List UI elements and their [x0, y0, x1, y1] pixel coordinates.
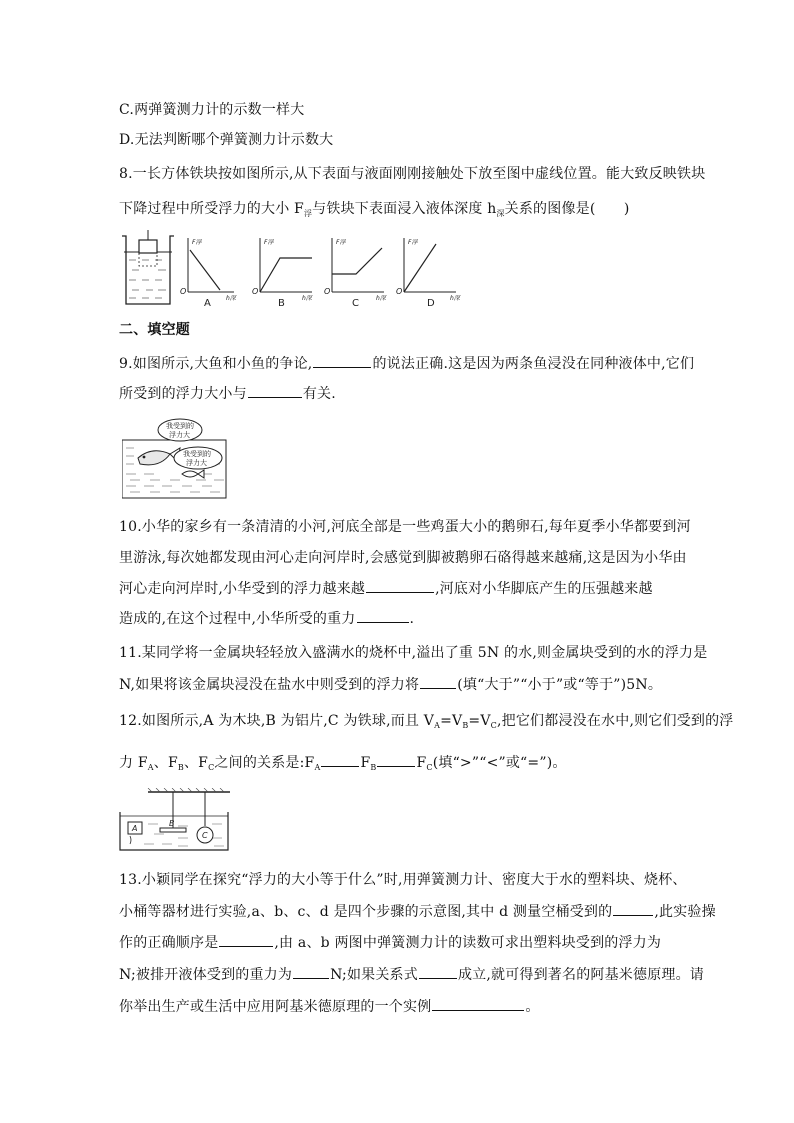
graph-c-x-label: h深 — [376, 295, 386, 302]
q9-text-1: 9.如图所示,大鱼和小鱼的争论, — [119, 356, 313, 372]
graph-d — [404, 238, 456, 292]
q10-blank-1[interactable] — [366, 578, 434, 593]
q12-sub-fc: C — [208, 763, 215, 772]
q13-blank-2[interactable] — [219, 932, 273, 947]
q13-text-7: 成立,就可得到著名的阿基米德原理。请 — [457, 967, 705, 983]
bubble-small-line-2: 浮力大 — [186, 459, 207, 467]
q12-figure — [118, 788, 234, 854]
q13-blank-4[interactable] — [419, 964, 457, 979]
q10-line-3 — [119, 578, 653, 599]
option-d: D.无法判断哪个弹簧测力计示数大 — [119, 132, 334, 148]
graph-c-origin: O — [324, 287, 331, 296]
q12-line-1 — [119, 711, 734, 736]
q12-text-6: 、F — [153, 755, 178, 771]
q13-text-2: ,此实验操 — [654, 904, 716, 920]
section-heading-fill-blank: 二、填空题 — [119, 322, 190, 338]
graph-b-label: B — [278, 298, 285, 309]
q12-sub-fa: A — [147, 763, 154, 772]
q13-line-4 — [119, 964, 704, 985]
q13-line-2 — [119, 901, 716, 922]
q13-text-1: 小桶等器材进行实验,a、b、c、d 是四个步骤的示意图,其中 d 测量空桶受到的 — [119, 904, 613, 920]
bubble-big-line-2: 浮力大 — [169, 431, 190, 439]
q10-text-4: . — [409, 611, 415, 627]
q10-line-4 — [119, 608, 414, 629]
q12-label-c: C — [202, 831, 208, 840]
q9-blank-1[interactable] — [313, 353, 371, 368]
graph-c-y-label: F浮 — [336, 239, 346, 246]
q12-sub-fb2: B — [370, 763, 377, 772]
bubble-big-line-1: 我受到的 — [166, 422, 194, 430]
q8-line-1: 8.一长方体铁块按如图所示,从下表面与液面刚刚接触处下放至图中虚线位置。能大致反映铁块 — [119, 166, 706, 182]
q11-text-2: (填“大于”“小于”或“等于”)5N。 — [457, 677, 663, 693]
q9-line-2 — [119, 383, 336, 404]
q13-blank-1[interactable] — [613, 901, 653, 916]
graph-a-y-label: F浮 — [192, 239, 202, 246]
q12-sub-fa2: A — [314, 763, 321, 772]
graph-a-x-label: h深 — [226, 295, 236, 302]
q13-blank-3[interactable] — [293, 964, 329, 979]
q10-blank-2[interactable] — [357, 608, 409, 623]
q12-sub-fc2: C — [426, 763, 433, 772]
q12-text-11: (填“>”“<”或“=”)。 — [432, 755, 567, 771]
q8-text-1: 下降过程中所受浮力的大小 F — [119, 201, 304, 217]
q11-blank[interactable] — [420, 674, 456, 689]
q8-text-2: 与铁块下表面浸入液体深度 h — [312, 201, 497, 217]
graph-c-label: C — [352, 298, 359, 309]
q13-blank-5[interactable] — [432, 996, 524, 1011]
graph-c — [332, 238, 384, 292]
q10-line-2: 里游泳,每次她都发现由河心走向河岸时,会感觉到脚被鹅卵石硌得越来越痛,这是因为小华由 — [119, 550, 687, 566]
bubble-small-line-1: 我受到的 — [183, 450, 211, 458]
q11-line-1: 11.某同学将一金属块轻轻放入盛满水的烧杯中,溢出了重 5N 的水,则金属块受到的水的浮力是 — [119, 645, 708, 661]
graph-d-y-label: F浮 — [408, 239, 418, 246]
q9-blank-2[interactable] — [248, 383, 302, 398]
q12-sub-b: B — [462, 721, 469, 730]
q8-sub-fu: 浮 — [303, 209, 313, 218]
graph-a-label: A — [204, 298, 211, 309]
q13-line-3 — [119, 932, 661, 953]
graph-b-origin: O — [252, 287, 259, 296]
q12-label-a: A — [132, 824, 138, 833]
q12-label-b: B — [169, 819, 175, 828]
q9-text-2: 的说法正确.这是因为两条鱼浸没在同种液体中,它们 — [372, 356, 695, 372]
q12-text-9: F — [360, 755, 371, 771]
graph-d-x-label: h深 — [450, 295, 460, 302]
q13-line-5 — [119, 996, 540, 1017]
q13-text-4: ,由 a、b 两图中弹簧测力计的读数可求出塑料块受到的浮力为 — [274, 935, 662, 951]
q13-text-6: N;如果关系式 — [330, 967, 418, 983]
graph-a-origin: O — [180, 287, 187, 296]
q10-text-2: ,河底对小华脚底产生的压强越来越 — [435, 581, 653, 597]
q10-text-3: 造成的,在这个过程中,小华所受的重力 — [119, 611, 356, 627]
q9-text-3: 所受到的浮力大小与 — [119, 386, 247, 402]
q10-line-1: 10.小华的家乡有一条清清的小河,河底全部是一些鸡蛋大小的鹅卵石,每年夏季小华都要到河 — [119, 519, 691, 535]
option-c: C.两弹簧测力计的示数一样大 — [119, 102, 305, 118]
q12-text-1: 12.如图所示,A 为木块,B 为铝片,C 为铁球,而且 V — [119, 713, 435, 729]
q9-fish-figure — [122, 418, 228, 500]
q8-figure — [118, 230, 470, 310]
q10-text-1: 河心走向河岸时,小华受到的浮力越来越 — [119, 581, 366, 597]
graph-d-origin: O — [396, 287, 403, 296]
q12-text-10: F — [416, 755, 427, 771]
graph-b — [260, 238, 312, 292]
q12-text-3: =V — [468, 713, 491, 729]
q8-sub-shen: 深 — [496, 209, 505, 218]
graph-b-y-label: F浮 — [264, 239, 274, 246]
q11-line-2 — [119, 674, 662, 695]
q12-sub-c: C — [490, 721, 497, 730]
graph-b-x-label: h深 — [302, 295, 312, 302]
q12-sub-fb: B — [177, 763, 184, 772]
q12-text-8: 之间的关系是:F — [214, 755, 315, 771]
q12-blank-1[interactable] — [321, 752, 359, 767]
q13-text-3: 作的正确顺序是 — [119, 935, 219, 951]
graph-a — [188, 238, 234, 292]
q11-text-1: N,如果将该金属块浸没在盐水中则受到的浮力将 — [119, 677, 420, 693]
graph-d-label: D — [427, 298, 435, 309]
q8-line-2 — [119, 199, 630, 224]
q12-text-5: 力 F — [119, 755, 148, 771]
q13-text-5: N;被排开液体受到的重力为 — [119, 967, 293, 983]
q8-text-3: 关系的图像是( ) — [504, 201, 630, 217]
q12-sub-a: A — [434, 721, 441, 730]
q9-text-4: 有关. — [302, 386, 336, 402]
q12-text-4: ,把它们都浸没在水中,则它们受到的浮 — [497, 713, 734, 729]
beaker-figure — [122, 230, 174, 304]
q12-text-7: 、F — [183, 755, 209, 771]
q12-blank-2[interactable] — [377, 752, 415, 767]
q9-line-1 — [119, 353, 694, 374]
q12-text-2: =V — [440, 713, 463, 729]
q13-text-8: 你举出生产或生活中应用阿基米德原理的一个实例 — [119, 999, 432, 1015]
q13-line-1: 13.小颖同学在探究“浮力的大小等于什么”时,用弹簧测力计、密度大于水的塑料块、烧杯、 — [119, 872, 687, 888]
q13-text-9: 。 — [525, 999, 540, 1015]
q12-line-2 — [119, 752, 567, 778]
